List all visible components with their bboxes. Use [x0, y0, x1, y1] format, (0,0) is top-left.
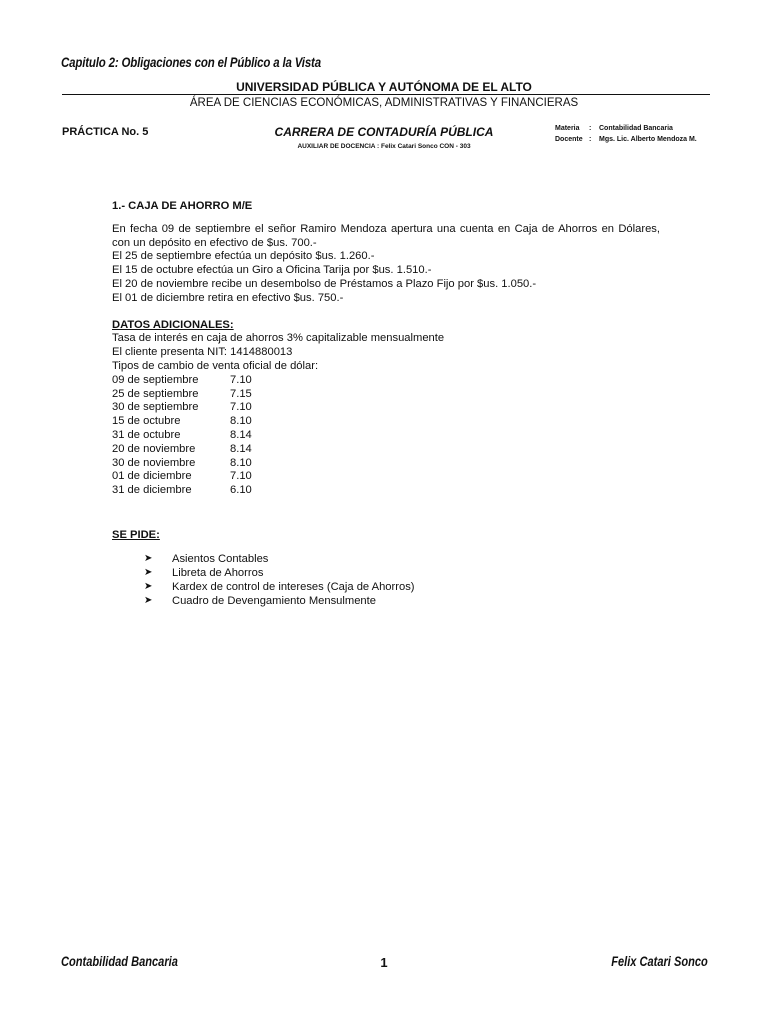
- rate-date: 09 de septiembre: [112, 373, 199, 386]
- header-divider: [62, 94, 710, 95]
- exercise-line: El 01 de diciembre retira en efectivo $us. 750.-: [112, 291, 344, 304]
- list-item: [112, 552, 660, 566]
- rate-date: 30 de noviembre: [112, 456, 196, 469]
- rate-value: 7.15: [230, 387, 252, 400]
- arrow-bullet-icon: ➤: [144, 566, 153, 578]
- additional-data-line: El cliente presenta NIT: 1414880013: [112, 346, 293, 359]
- list-item: [112, 594, 660, 608]
- materia-row: [555, 123, 697, 134]
- rate-row: [112, 457, 660, 471]
- rate-date: 15 de octubre: [112, 415, 181, 428]
- additional-data-line: Tasa de interés en caja de ahorros 3% capitalizable mensualmente: [112, 332, 445, 345]
- rate-row: [112, 470, 660, 484]
- requirements-title: SE PIDE:: [112, 528, 160, 541]
- exercise-line: El 25 de septiembre efectúa un depósito $us. 1.260.-: [112, 250, 375, 263]
- assistant-line: AUXILIAR DE DOCENCIA : Felix Catari Sonco CON - 303: [297, 143, 471, 150]
- practice-number: PRÁCTICA No. 5: [62, 126, 149, 138]
- rate-date: 20 de noviembre: [112, 442, 196, 455]
- docente-colon: :: [589, 136, 592, 143]
- list-item: [112, 580, 660, 594]
- rate-date: 30 de septiembre: [112, 401, 199, 414]
- footer-author: Felix Catari Sonco: [611, 954, 708, 969]
- rate-value: 8.10: [230, 415, 252, 428]
- rate-value: 8.14: [230, 428, 252, 441]
- rate-row: [112, 388, 660, 402]
- arrow-bullet-icon: ➤: [144, 552, 153, 564]
- additional-data-line: Tipos de cambio de venta oficial de dólar:: [112, 359, 319, 372]
- university-title: UNIVERSIDAD PÚBLICA Y AUTÓNOMA DE EL ALTO: [236, 80, 532, 94]
- docente-row: [555, 134, 697, 145]
- docente-label: Docente: [555, 136, 583, 143]
- materia-value: Contabilidad Bancaria: [599, 125, 673, 132]
- docente-value: Mgs. Lic. Alberto Mendoza M.: [599, 136, 697, 143]
- chapter-title: Capitulo 2: Obligaciones con el Público a la Vista: [61, 54, 321, 70]
- rate-row: [112, 429, 660, 443]
- rate-row: [112, 374, 660, 388]
- arrow-bullet-icon: ➤: [144, 594, 153, 606]
- list-item-label: Cuadro de Devengamiento Mensulmente: [172, 594, 376, 607]
- rate-value: 8.10: [230, 456, 252, 469]
- arrow-bullet-icon: ➤: [144, 580, 153, 592]
- additional-data-title: DATOS ADICIONALES:: [112, 318, 234, 331]
- exchange-rate-table: [112, 374, 660, 498]
- requirements-list: [112, 552, 660, 608]
- exercise-line: El 15 de octubre efectúa un Giro a Oficina Tarija por $us. 1.510.-: [112, 264, 432, 277]
- course-meta: [555, 123, 697, 145]
- area-title: ÁREA DE CIENCIAS ECONÓMICAS, ADMINISTRATIVAS Y FINANCIERAS: [189, 97, 579, 109]
- career-title: CARRERA DE CONTADURÍA PÚBLICA: [274, 125, 494, 139]
- materia-label: Materia: [555, 125, 580, 132]
- rate-date: 31 de diciembre: [112, 484, 192, 497]
- rate-value: 6.10: [230, 484, 252, 497]
- rate-row: [112, 415, 660, 429]
- rate-value: 8.14: [230, 442, 252, 455]
- list-item: [112, 566, 660, 580]
- rate-row: [112, 443, 660, 457]
- rate-value: 7.10: [230, 401, 252, 414]
- list-item-label: Libreta de Ahorros: [172, 566, 264, 579]
- rate-date: 25 de septiembre: [112, 387, 199, 400]
- footer-course: Contabilidad Bancaria: [61, 954, 178, 969]
- rate-value: 7.10: [230, 373, 252, 386]
- rate-date: 01 de diciembre: [112, 470, 192, 483]
- exercise-title: 1.- CAJA DE AHORRO M/E: [112, 200, 253, 212]
- materia-colon: :: [589, 125, 592, 132]
- exercise-body: [112, 200, 660, 608]
- list-item-label: Asientos Contables: [172, 552, 269, 565]
- rate-value: 7.10: [230, 470, 252, 483]
- exercise-line: El 20 de noviembre recibe un desembolso de Préstamos a Plazo Fijo por $us. 1.050.-: [112, 277, 537, 290]
- list-item-label: Kardex de control de intereses (Caja de Ahorros): [172, 580, 415, 593]
- page-number: 1: [380, 955, 388, 970]
- rate-row: [112, 401, 660, 415]
- rate-date: 31 de octubre: [112, 428, 181, 441]
- exercise-intro: En fecha 09 de septiembre el señor Ramiro Mendoza apertura una cuenta en Caja de Ahorros en Dólares, con un depósito en efectivo de $us. 700.-: [112, 222, 660, 249]
- rate-row: [112, 484, 660, 498]
